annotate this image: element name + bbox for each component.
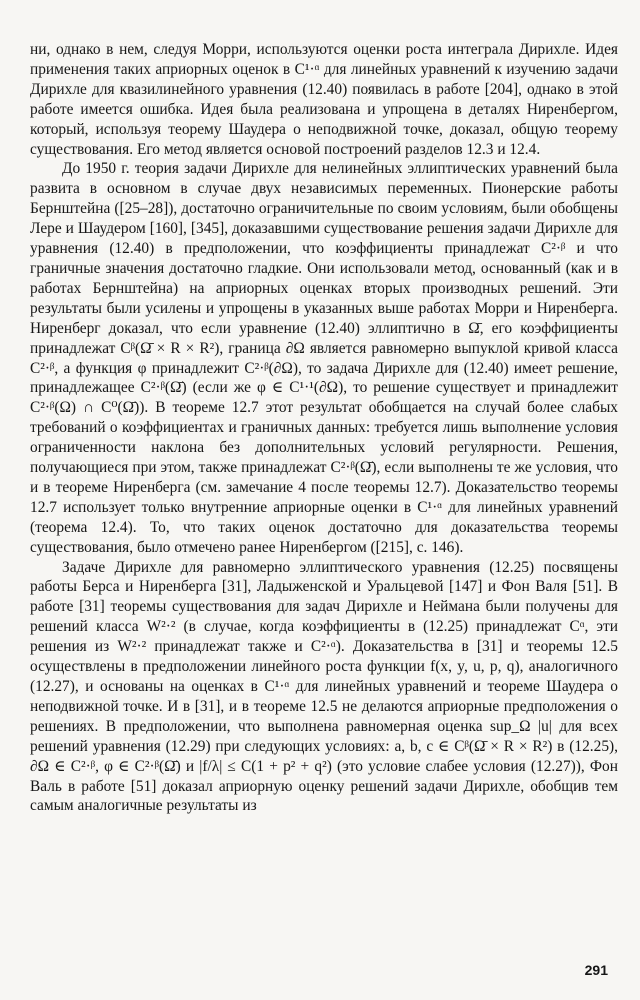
paragraph-dirichlet: Задаче Дирихле для равномерно эллиптического уравнения (12.25) посвящены работы Берса и Ниренберга [31], Ладыженской и Уральцевой [147] и Фон Валя [51]. В работе [31] теоремы существования для задач Дирихле и Неймана были получены для решений класса W²·² (в случае, когда коэффициенты в (12.25) принадлежат Cᵅ, эти решения из W²·² принадлежат также и C²·ᵅ). Доказательства в [31] и теоремы 12.5 осуществлены в предположении линейного роста функции f(x, y, u, p, q), аналогичного (12.27), и основаны на оценках в C¹·ᵅ для линейных уравнений и теореме Шаудера о неподвижной точке. И в [31], и в теореме 12.5 не делаются априорные предположения о решениях. В предположении, что выполнена равномерная оценка sup_Ω |u| для всех решений уравнения (12.29) при следующих условиях: a, b, c ∈ Cᵝ(Ω̄ × R × R²) в (12.25), ∂Ω ∈ C²·ᵝ, φ ∈ C²·ᵝ(Ω̄) и |f/λ| ≤ C(1 + p² + q²) (это условие слабее условия (12.27)), Фон Валь в работе [51] доказал априорную оценку решений задачи Дирихле, обобщив тем самым аналогичные результаты из — [30, 558, 618, 815]
page-number: 291 — [584, 962, 608, 978]
paragraph-history: До 1950 г. теория задачи Дирихле для нелинейных эллиптических уравнений была развита в основном в случае двух независимых переменных. Пионерские работы Бернштейна ([25–28]), достаточно ограничительные по своим условиям, были обобщены Лере и Шаудером [160], [345], доказавшими существование решения задачи Дирихле для уравнения (12.40) в предположении, что коэффициенты принадлежат C²·ᵝ и что граничные значения достаточно гладкие. Они использовали метод, основанный (как и в работах Бернштейна) на априорных оценках вторых производных решений. Эти результаты были усилены и упрощены в указанных выше работах Морри и Ниренберга. Ниренберг доказал, что если уравнение (12.40) эллиптично в Ω̄, его коэффициенты принадлежат Cᵝ(Ω̄ × R × R²), граница ∂Ω является равномерно выпуклой кривой класса C²·ᵝ, а функция φ принадлежит C²·ᵝ(∂Ω), то задача Дирихле для (12.40) имеет решение, принадлежащее C²·ᵝ(Ω̄) (если же φ ∈ C¹·¹(∂Ω), то решение существует и принадлежит C²·ᵝ(Ω) ∩ C⁰(Ω̄)). В теореме 12.7 этот результат обобщается на случай более слабых требований о коэффициентах и граничных данных: требуется лишь выполнение условия ограниченности наклона без дополнительных условий регулярности. Решения, получающиеся при этом, также принадлежат C²·ᵝ(Ω̄), если выполнены те же условия, что и в теореме Ниренберга (см. замечание 4 после теоремы 12.7). Доказательство теоремы 12.7 использует только внутренние априорные оценки в C¹·ᵅ для линейных уравнений (теорема 12.4). То, что таких оценок достаточно для доказательства теоремы существования, было отмечено ранее Ниренбергом ([215], с. 146). — [30, 160, 618, 556]
page-body — [30, 40, 618, 816]
paragraph-continuation: ни, однако в нем, следуя Морри, используются оценки роста интеграла Дирихле. Идея применения таких априорных оценок в C¹·ᵅ для линейных уравнений к изучению задачи Дирихле для квазилинейного уравнения (12.40) появилась в работе [204], однако в этой работе имеется ошибка. Идея была реализована и упрощена в деталях Ниренбергом, который, используя теорему Шаудера о неподвижной точке, доказал, общую теорему существования. Его метод является основой построений разделов 12.3 и 12.4. — [30, 41, 618, 158]
